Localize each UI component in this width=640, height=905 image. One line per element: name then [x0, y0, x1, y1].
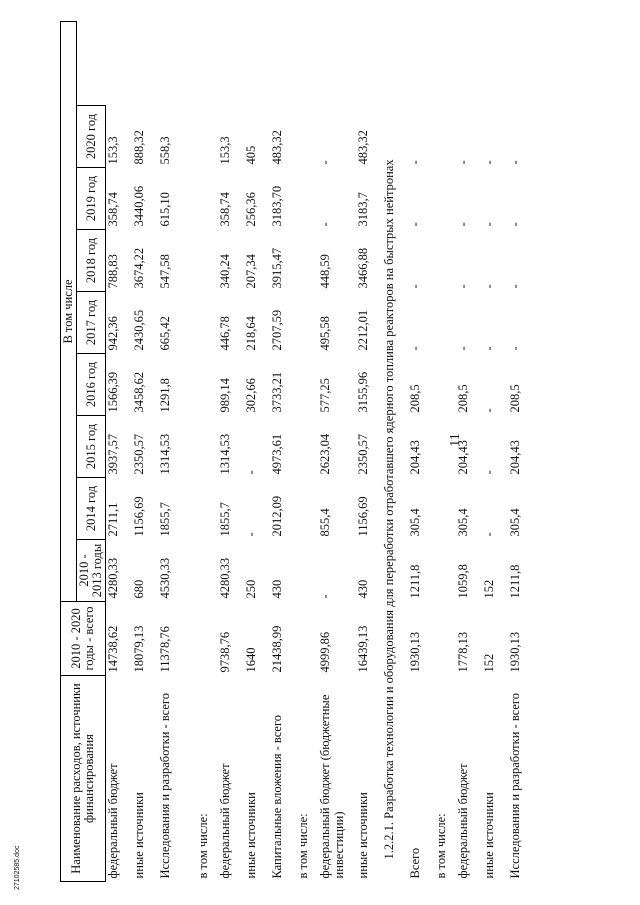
cell-value: 888,32: [132, 130, 147, 165]
section-heading: 1.2.2.1. Разработка технологии и оборудования для переработки отработавшего ядерного топлива реакторов на быстрых нейтронах: [382, 159, 397, 860]
cell-value: 1640: [244, 647, 259, 673]
header-2014: 2014 год: [77, 478, 106, 540]
cell-value: 208,5: [408, 384, 423, 413]
cell-value: [196, 602, 218, 676]
cell-value: 483,32: [270, 130, 285, 165]
cell-value: -: [482, 346, 497, 351]
cell-value: 3155,96: [356, 371, 371, 413]
cell-value: -: [482, 470, 497, 475]
cell-value: 448,59: [318, 254, 333, 289]
cell-value: [434, 540, 456, 602]
cell-value: 1855,7: [218, 502, 233, 537]
cell-value: 1314,53: [158, 433, 173, 475]
cell-value: 16439,13: [356, 625, 371, 673]
cell-value: 430: [356, 579, 371, 599]
table-row: [382, 21, 408, 881]
cell-value: [434, 292, 456, 354]
header-2019: 2019 год: [77, 168, 106, 230]
cell-value: [296, 602, 318, 676]
cell-value: [296, 354, 318, 416]
cell-value: 4280,33: [218, 557, 233, 599]
row-label: федеральный бюджет: [456, 763, 471, 879]
cell-value: 989,14: [218, 378, 233, 413]
cell-value: 218,64: [244, 316, 259, 351]
cell-value: 483,32: [356, 130, 371, 165]
row-label: федеральный бюджет (бюджетные инвестиции): [318, 694, 346, 879]
header-2010-2013: 2010 - 2013 годы: [77, 540, 106, 602]
cell-value: 2623,04: [318, 433, 333, 475]
cell-value: 558,3: [158, 136, 173, 165]
table-row: [508, 21, 546, 881]
row-label: в том числе:: [196, 813, 211, 879]
cell-value: 1156,69: [356, 496, 371, 537]
cell-value: 1211,8: [508, 564, 523, 599]
cell-value: [196, 168, 218, 230]
header-2017: 2017 год: [77, 292, 106, 354]
table-row: [408, 21, 434, 881]
cell-value: -: [318, 160, 333, 165]
cell-value: [196, 354, 218, 416]
cell-value: [434, 416, 456, 478]
row-label: Капитальные вложения - всего: [270, 714, 285, 879]
cell-value: -: [456, 222, 471, 227]
table-row: [296, 21, 318, 881]
cell-value: 665,42: [158, 316, 173, 351]
table-row: [196, 21, 218, 881]
row-label: Исследования и разработки - всего: [508, 693, 523, 879]
cell-value: 680: [132, 579, 147, 599]
cell-value: 256,36: [244, 192, 259, 227]
cell-value: -: [244, 532, 259, 537]
cell-value: [296, 478, 318, 540]
row-label: иные источники: [482, 792, 497, 879]
table-row: [456, 21, 482, 881]
table-row: [270, 21, 296, 881]
cell-value: -: [456, 160, 471, 165]
cell-value: 152: [482, 579, 497, 599]
financing-table: [60, 21, 546, 882]
header-2020: 2020 год: [77, 106, 106, 168]
cell-value: 14738,62: [106, 625, 121, 673]
cell-value: [434, 168, 456, 230]
cell-value: 18079,13: [132, 625, 147, 673]
cell-value: 1211,8: [408, 564, 423, 599]
cell-value: 305,4: [508, 508, 523, 537]
cell-value: [196, 106, 218, 168]
cell-value: -: [508, 284, 523, 289]
cell-value: 1930,13: [508, 631, 523, 673]
cell-value: [196, 230, 218, 292]
cell-value: 1855,7: [158, 502, 173, 537]
cell-value: 11378,76: [158, 626, 173, 673]
table-row: [106, 21, 133, 881]
cell-value: 1156,69: [132, 496, 147, 537]
cell-value: 4999,86: [318, 631, 333, 673]
header-2015: 2015 год: [77, 416, 106, 478]
cell-value: -: [408, 346, 423, 351]
cell-value: 2350,57: [356, 433, 371, 475]
cell-value: 1314,53: [218, 433, 233, 475]
cell-value: -: [482, 408, 497, 413]
row-label: федеральный бюджет: [106, 763, 121, 879]
cell-value: 302,66: [244, 378, 259, 413]
cell-value: [296, 292, 318, 354]
cell-value: 4280,33: [106, 557, 121, 599]
cell-value: [296, 230, 318, 292]
cell-value: [434, 230, 456, 292]
cell-value: 3915,47: [270, 247, 285, 289]
cell-value: 405: [244, 145, 259, 165]
cell-value: 21438,99: [270, 625, 285, 673]
cell-value: [434, 106, 456, 168]
cell-value: 250: [244, 579, 259, 599]
cell-value: [296, 540, 318, 602]
cell-value: -: [482, 160, 497, 165]
cell-value: 577,25: [318, 378, 333, 413]
cell-value: [196, 478, 218, 540]
cell-value: -: [408, 222, 423, 227]
cell-value: 2430,65: [132, 309, 147, 351]
cell-value: 153,3: [106, 136, 121, 165]
cell-value: 153,3: [218, 136, 233, 165]
cell-value: 1930,13: [408, 631, 423, 673]
cell-value: 1566,39: [106, 371, 121, 413]
header-2016: 2016 год: [77, 354, 106, 416]
row-label: в том числе:: [296, 813, 311, 879]
cell-value: 446,78: [218, 316, 233, 351]
table-row: [244, 21, 270, 881]
row-label: иные источники: [132, 792, 147, 879]
cell-value: -: [408, 160, 423, 165]
cell-value: 152: [482, 653, 497, 673]
cell-value: [196, 540, 218, 602]
cell-value: [296, 168, 318, 230]
row-label: иные источники: [244, 792, 259, 879]
cell-value: [434, 478, 456, 540]
row-label: федеральный бюджет: [218, 763, 233, 879]
cell-value: -: [482, 532, 497, 537]
cell-value: 2012,09: [270, 495, 285, 537]
cell-value: 358,74: [106, 192, 121, 227]
cell-value: 788,83: [106, 254, 121, 289]
cell-value: 547,58: [158, 254, 173, 289]
cell-value: -: [508, 160, 523, 165]
table-row: [218, 21, 244, 881]
cell-value: -: [318, 594, 333, 599]
cell-value: 855,4: [318, 508, 333, 537]
table-row: [318, 21, 356, 881]
cell-value: [434, 602, 456, 676]
cell-value: 2350,57: [132, 433, 147, 475]
footer-doc-code: 27102585.doc: [14, 845, 21, 890]
cell-value: 1778,13: [456, 631, 471, 673]
cell-value: -: [482, 222, 497, 227]
table-row: [482, 21, 508, 881]
cell-value: -: [508, 222, 523, 227]
cell-value: [196, 416, 218, 478]
cell-value: 4530,33: [158, 557, 173, 599]
table-row: [132, 21, 158, 881]
cell-value: 340,24: [218, 254, 233, 289]
cell-value: 2212,01: [356, 309, 371, 351]
cell-value: 358,74: [218, 192, 233, 227]
cell-value: -: [456, 284, 471, 289]
cell-value: 3458,62: [132, 371, 147, 413]
cell-value: 3183,70: [270, 185, 285, 227]
table-row: [356, 21, 382, 881]
cell-value: 1291,8: [158, 378, 173, 413]
header-2018: 2018 год: [77, 230, 106, 292]
cell-value: 204,43: [456, 440, 471, 475]
table-row: [434, 21, 456, 881]
header-total: 2010 - 2020 годы - всего: [61, 602, 106, 676]
cell-value: 3937,57: [106, 433, 121, 475]
cell-value: 204,43: [508, 440, 523, 475]
cell-value: 305,4: [456, 508, 471, 537]
cell-value: -: [482, 284, 497, 289]
cell-value: 1059,8: [456, 564, 471, 599]
cell-value: 430: [270, 579, 285, 599]
cell-value: 4973,61: [270, 433, 285, 475]
table-body: [106, 21, 547, 881]
cell-value: 208,5: [508, 384, 523, 413]
cell-value: [296, 106, 318, 168]
row-label: в том числе:: [434, 813, 449, 879]
cell-value: -: [456, 346, 471, 351]
cell-value: -: [508, 346, 523, 351]
cell-value: 942,36: [106, 316, 121, 351]
cell-value: 9738,76: [218, 631, 233, 673]
cell-value: 2711,1: [106, 502, 121, 537]
cell-value: 3674,22: [132, 247, 147, 289]
table-row: [158, 21, 196, 881]
cell-value: [296, 416, 318, 478]
cell-value: 305,4: [408, 508, 423, 537]
cell-value: 208,5: [456, 384, 471, 413]
cell-value: 495,58: [318, 316, 333, 351]
rotated-table-container: [60, 22, 560, 882]
cell-value: -: [408, 284, 423, 289]
cell-value: 615,10: [158, 192, 173, 227]
cell-value: 3183,7: [356, 192, 371, 227]
cell-value: 3440,06: [132, 185, 147, 227]
row-label: Всего: [408, 847, 423, 879]
cell-value: 3733,21: [270, 371, 285, 413]
cell-value: 204,43: [408, 440, 423, 475]
header-including: В том числе: [61, 21, 77, 601]
cell-value: -: [318, 222, 333, 227]
header-name: Наименование расходов, источники финансирования: [61, 676, 106, 882]
cell-value: 2707,59: [270, 309, 285, 351]
cell-value: 3466,88: [356, 247, 371, 289]
row-label: Исследования и разработки - всего: [158, 693, 173, 879]
cell-value: 207,34: [244, 254, 259, 289]
cell-value: [196, 292, 218, 354]
cell-value: -: [244, 470, 259, 475]
row-label: иные источники: [356, 792, 371, 879]
page-number: 11: [448, 433, 463, 447]
cell-value: [434, 354, 456, 416]
